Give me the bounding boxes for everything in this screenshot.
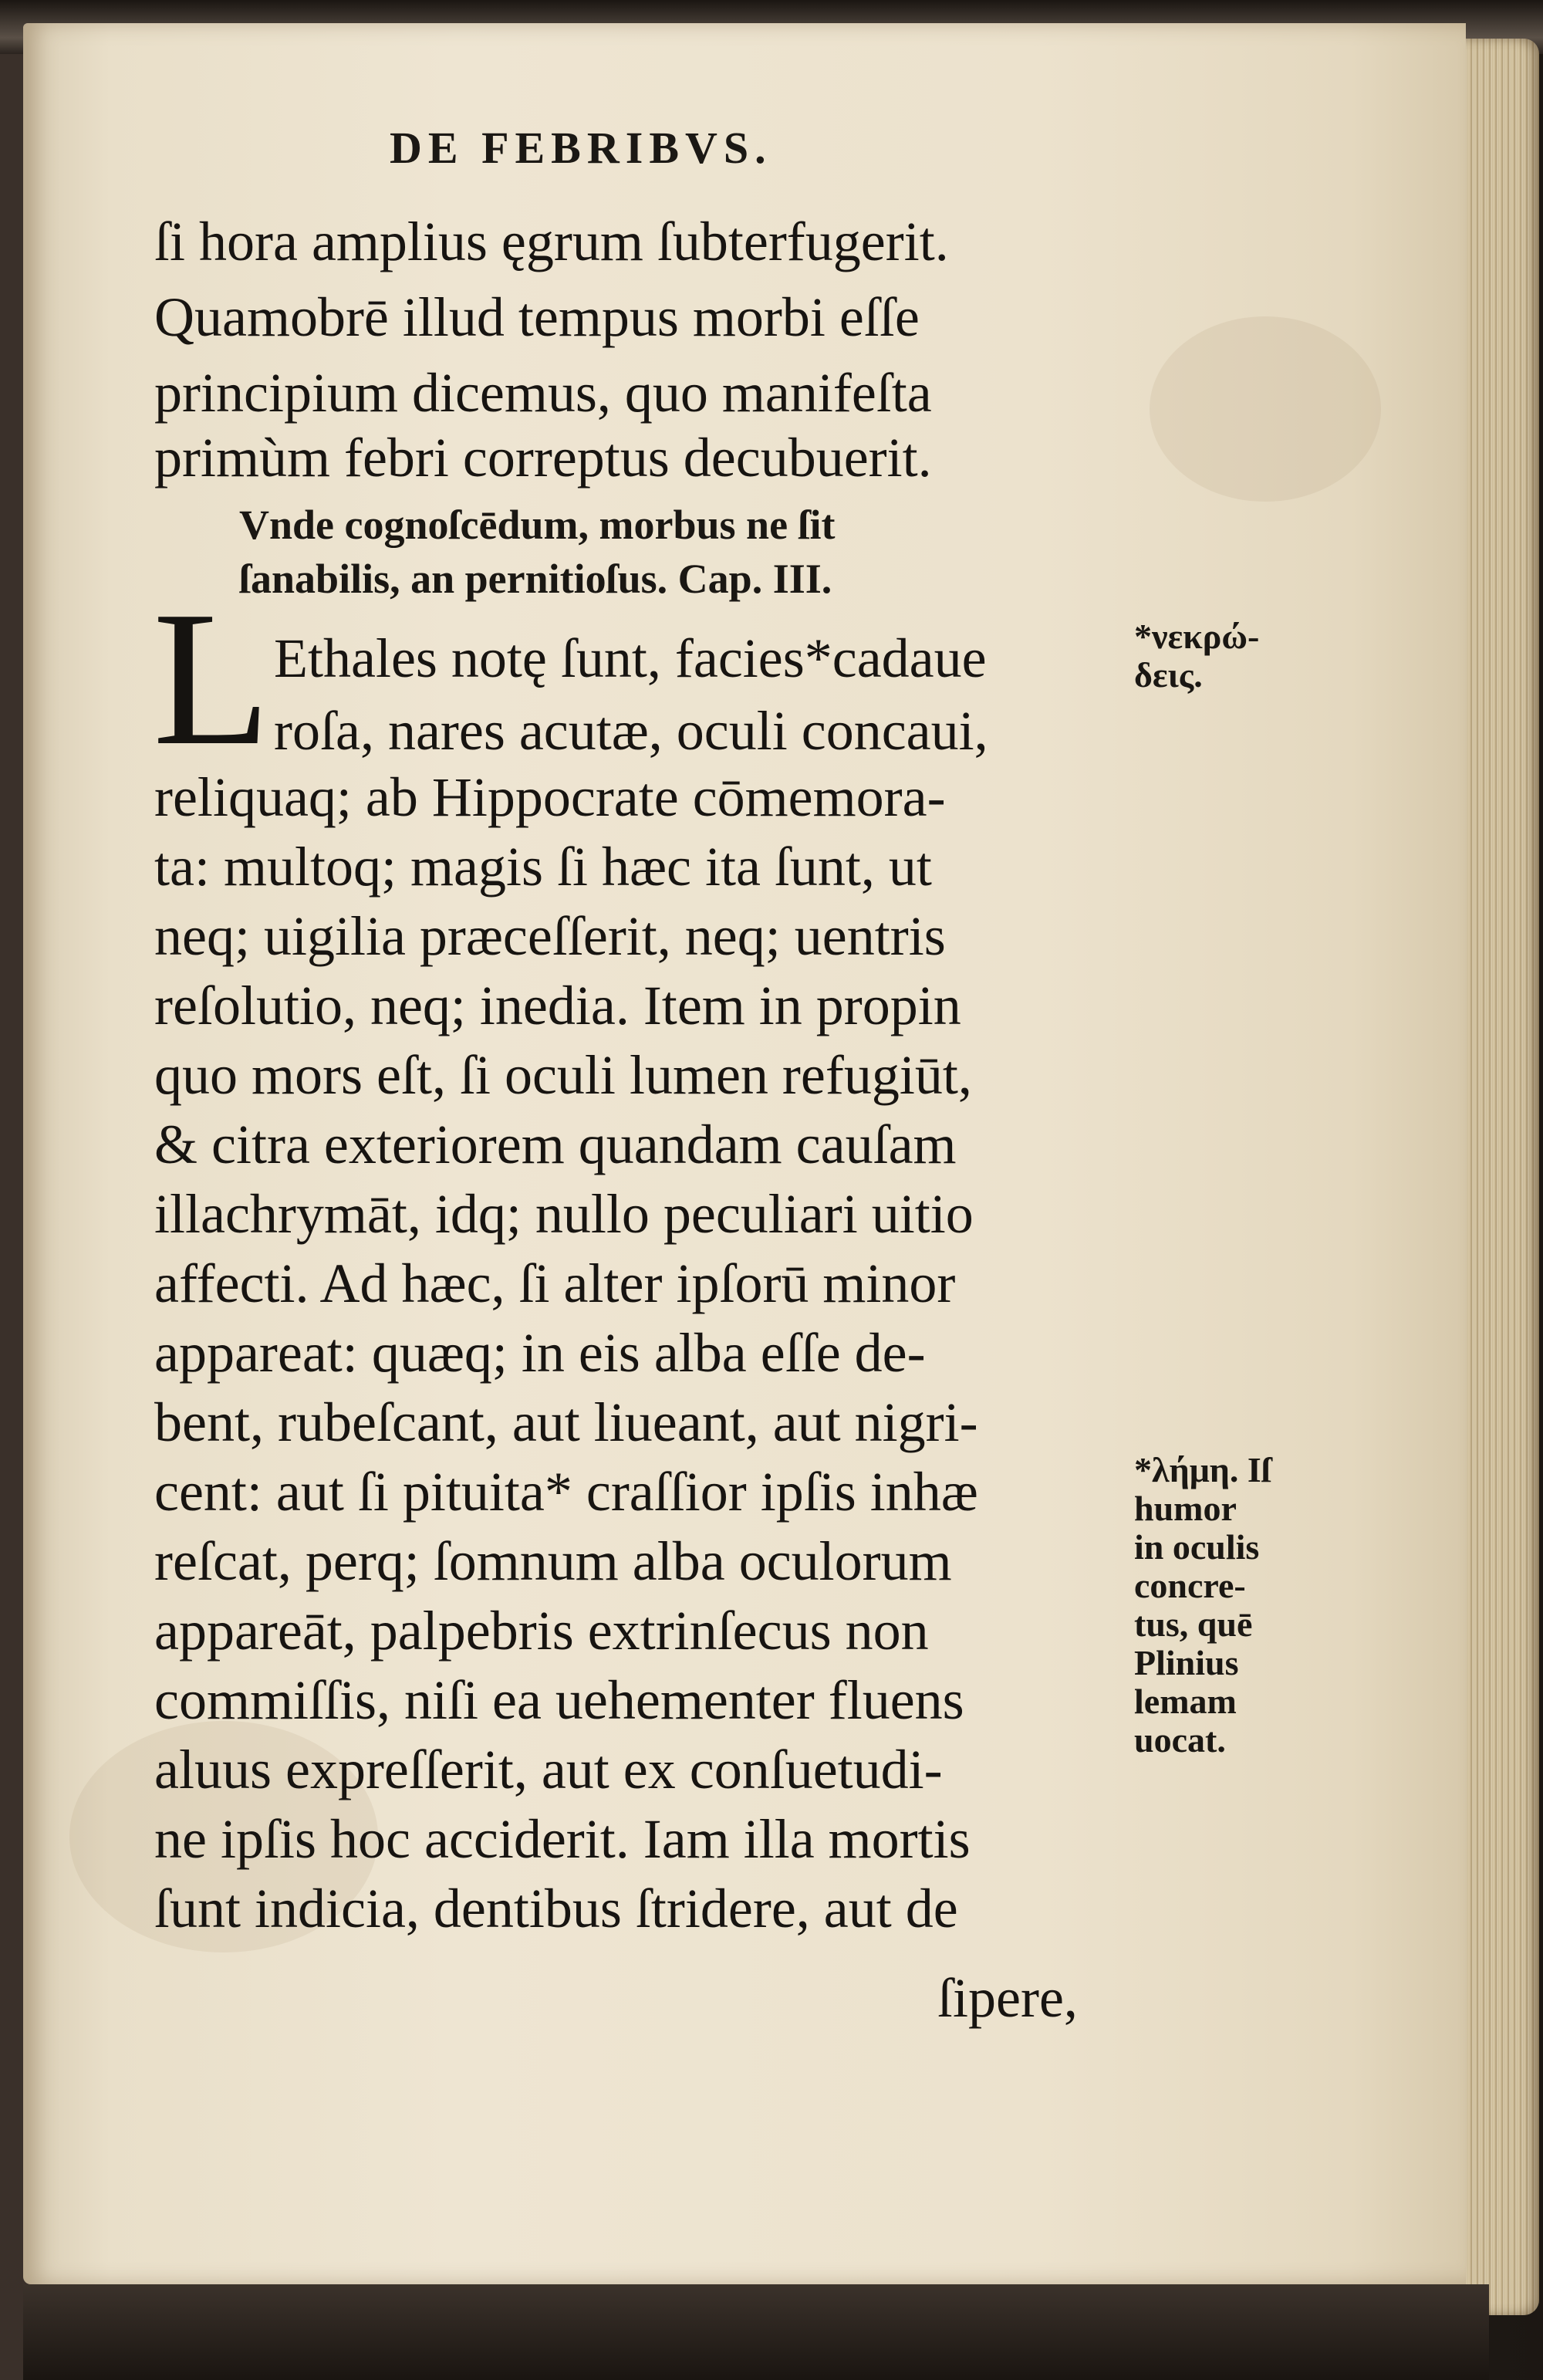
text-line: principium dicemus, quo manifeſta	[154, 362, 932, 424]
margin-note-line: uocat.	[1134, 1720, 1226, 1760]
margin-note-line: concre-	[1134, 1566, 1246, 1605]
text-line: appareāt, palpebris extrinſecus non	[154, 1600, 929, 1662]
text-line: ta: multoq; magis ſi hæc ita ſunt, ut	[154, 836, 932, 898]
text-line: commiſſis, niſi ea uehementer fluens	[154, 1669, 964, 1731]
text-line: Ethales notę ſunt, facies*cadaue	[274, 627, 987, 689]
drop-cap: L	[153, 572, 271, 786]
text-line: aluus expreſſerit, aut ex conſuetudi-	[154, 1739, 943, 1800]
margin-note-necrodes	[1134, 617, 1335, 695]
margin-note-line: *νεκρώ-	[1134, 617, 1260, 656]
text-line: primùm febri correptus decubuerit.	[154, 427, 932, 489]
margin-note-line: lemam	[1134, 1682, 1237, 1721]
text-line: Quamobrē illud tempus morbi eſſe	[154, 286, 920, 348]
text-line: illachrymāt, idq; nullo peculiari uitio	[154, 1183, 974, 1245]
margin-note-line: *λήμη. Iſ	[1134, 1450, 1271, 1489]
book-bottom-edge	[23, 2284, 1489, 2380]
text-line: neq; uigilia præceſſerit, neq; uentris	[154, 905, 946, 967]
text-line: reliquaq; ab Hippocrate cōmemora-	[154, 766, 946, 828]
margin-note-line: humor	[1134, 1489, 1237, 1528]
text-line: reſolutio, neq; inedia. Item in propin	[154, 975, 961, 1036]
margin-note-line: δεις.	[1134, 655, 1203, 695]
margin-note-line: in oculis	[1134, 1527, 1260, 1567]
margin-note-line: Plinius	[1134, 1643, 1239, 1682]
text-line: reſcat, perq; ſomnum alba oculorum	[154, 1530, 952, 1592]
text-line: quo mors eſt, ſi oculi lumen refugiūt,	[154, 1044, 972, 1106]
text-line: bent, rubeſcant, aut liueant, aut nigri-	[154, 1391, 978, 1453]
text-line: roſa, nares acutæ, oculi concaui,	[274, 700, 988, 762]
chapter-heading: Vnde cognoſcēdum, morbus ne ſit	[239, 502, 836, 548]
paper-stain	[1150, 316, 1381, 502]
catchword: ſipere,	[937, 1967, 1078, 2029]
margin-note-lemma	[1134, 1451, 1335, 1760]
margin-note-line: tus, quē	[1134, 1604, 1253, 1644]
text-line: & citra exteriorem quandam cauſam	[154, 1114, 957, 1175]
text-line: ne ipſis hoc acciderit. Iam illa mortis	[154, 1808, 971, 1870]
text-line: ſi hora amplius ęgrum ſubterfugerit.	[154, 211, 949, 272]
running-head: DE FEBRIBVS.	[390, 123, 772, 173]
text-line: ſunt indicia, dentibus ſtridere, aut de	[154, 1878, 958, 1939]
chapter-heading: ſanabilis, an pernitioſus. Cap. III.	[239, 556, 832, 602]
text-line: affecti. Ad hæc, ſi alter ipſorū minor	[154, 1253, 956, 1314]
text-line: appareat: quæq; in eis alba eſſe de-	[154, 1322, 926, 1384]
text-line: cent: aut ſi pituita* craſſior ipſis inhæ	[154, 1461, 978, 1523]
